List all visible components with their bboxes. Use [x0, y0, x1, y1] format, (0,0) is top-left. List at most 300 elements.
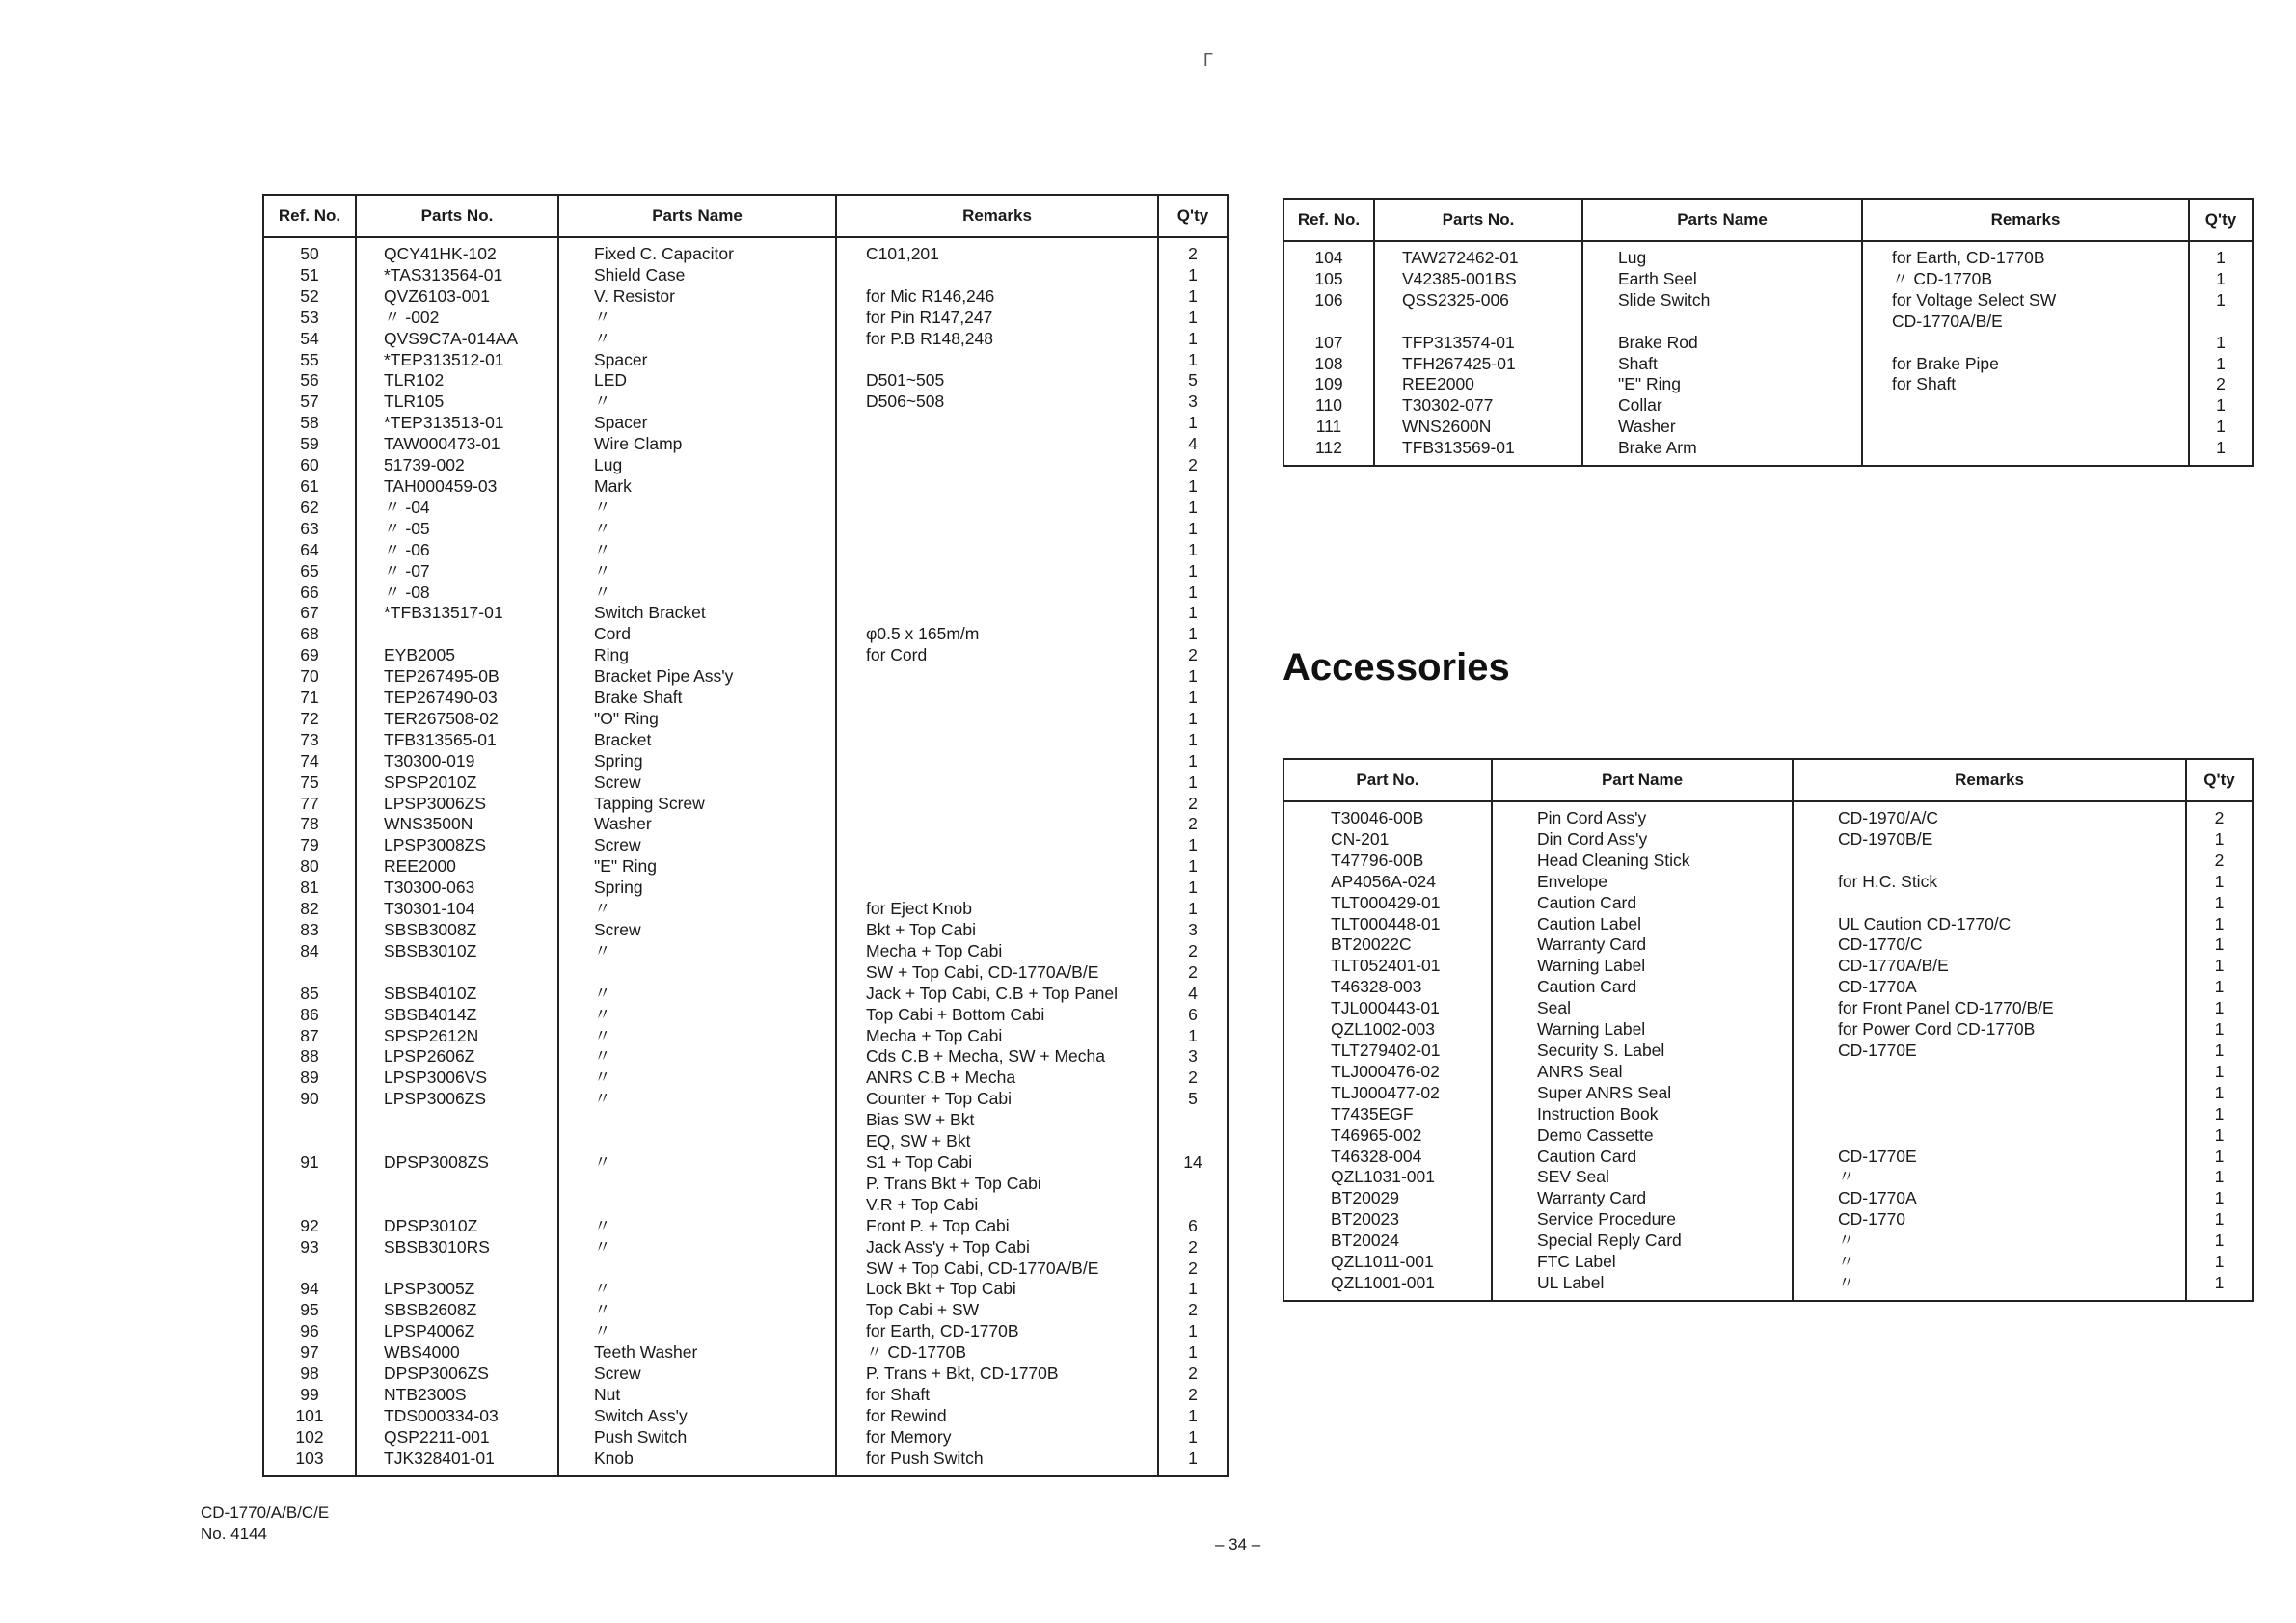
cell-parts-no: 〃 -05: [356, 519, 558, 540]
cell-remarks: [1793, 893, 2186, 914]
cell-parts-name: Spring: [558, 878, 836, 899]
cell-parts-name: 〃: [558, 561, 836, 582]
cell-qty: 1: [1158, 1321, 1228, 1342]
table-row: [263, 329, 1228, 350]
cell-parts-no: [356, 1174, 558, 1195]
cell-remarks: [836, 794, 1158, 815]
cell-parts-name: 〃: [558, 1300, 836, 1321]
header-ref-no: Ref. No.: [1283, 199, 1374, 241]
cell-qty: 2: [2186, 801, 2253, 829]
cell-parts-no: 51739-002: [356, 455, 558, 476]
table-header-row: [263, 195, 1228, 237]
cell-ref-no: 62: [263, 498, 356, 519]
table-row: [1283, 311, 2253, 333]
cell-part-no: BT20022C: [1283, 934, 1492, 956]
cell-remarks: Counter + Top Cabi: [836, 1089, 1158, 1110]
cell-parts-name: "E" Ring: [1582, 374, 1862, 395]
cell-part-name: Caution Card: [1492, 1147, 1793, 1168]
cell-remarks: CD-1770/C: [1793, 934, 2186, 956]
cell-qty: [1158, 1195, 1228, 1216]
cell-parts-name: Screw: [558, 1364, 836, 1385]
table-row: [263, 1216, 1228, 1237]
table-row: [263, 370, 1228, 392]
cell-ref-no: 84: [263, 941, 356, 962]
cell-remarks: for Cord: [836, 645, 1158, 666]
cell-ref-no: [263, 1131, 356, 1152]
cell-remarks: 〃: [1793, 1273, 2186, 1301]
cell-ref-no: 70: [263, 666, 356, 688]
table-row: [1283, 1147, 2253, 1168]
cell-remarks: Mecha + Top Cabi: [836, 1026, 1158, 1047]
cell-parts-no: SBSB2608Z: [356, 1300, 558, 1321]
cell-parts-no: DPSP3008ZS: [356, 1152, 558, 1174]
cell-part-no: TJL000443-01: [1283, 998, 1492, 1019]
cell-part-no: BT20024: [1283, 1231, 1492, 1252]
cell-part-no: TLT052401-01: [1283, 956, 1492, 977]
cell-qty: 6: [1158, 1005, 1228, 1026]
cell-qty: 1: [1158, 476, 1228, 498]
cell-remarks: Top Cabi + Bottom Cabi: [836, 1005, 1158, 1026]
cell-qty: 2: [1158, 1385, 1228, 1406]
cell-ref-no: [263, 1110, 356, 1131]
cell-remarks: for Brake Pipe: [1862, 354, 2189, 375]
cell-qty: 1: [2186, 1147, 2253, 1168]
cell-remarks: Cds C.B + Mecha, SW + Mecha: [836, 1046, 1158, 1068]
cell-qty: 1: [1158, 1406, 1228, 1427]
table-row: [263, 688, 1228, 709]
table-row: [263, 899, 1228, 920]
table-row: [263, 434, 1228, 455]
cell-ref-no: 58: [263, 413, 356, 434]
cell-remarks: 〃: [1793, 1252, 2186, 1273]
cell-qty: 2: [1158, 455, 1228, 476]
cell-ref-no: 72: [263, 709, 356, 730]
cell-remarks: S1 + Top Cabi: [836, 1152, 1158, 1174]
table-row: [1283, 1231, 2253, 1252]
cell-qty: 1: [2186, 872, 2253, 893]
table-row: [1283, 1273, 2253, 1301]
cell-qty: 1: [1158, 1427, 1228, 1448]
table-row: [263, 1068, 1228, 1089]
cell-parts-no: TFH267425-01: [1374, 354, 1582, 375]
table-header-row: [1283, 199, 2253, 241]
cell-qty: 5: [1158, 370, 1228, 392]
cell-parts-name: 〃: [558, 329, 836, 350]
cell-remarks: for Shaft: [836, 1385, 1158, 1406]
table-row: [263, 1385, 1228, 1406]
cell-parts-no: 〃 -04: [356, 498, 558, 519]
cell-qty: 1: [1158, 413, 1228, 434]
cell-parts-no: LPSP2606Z: [356, 1046, 558, 1068]
table-row: [263, 498, 1228, 519]
cell-parts-name: Switch Bracket: [558, 603, 836, 624]
cell-qty: 1: [2186, 1167, 2253, 1188]
cell-ref-no: 97: [263, 1342, 356, 1364]
table-row: [1283, 1188, 2253, 1209]
cell-parts-no: 〃 -002: [356, 308, 558, 329]
cell-parts-name: Ring: [558, 645, 836, 666]
cell-remarks: D506~508: [836, 392, 1158, 413]
table-row: [1283, 1062, 2253, 1083]
cell-parts-no: 〃 -06: [356, 540, 558, 561]
cell-parts-name: Mark: [558, 476, 836, 498]
cell-parts-no: LPSP3006VS: [356, 1068, 558, 1089]
cell-parts-no: [356, 1131, 558, 1152]
cell-parts-name: 〃: [558, 1005, 836, 1026]
cell-parts-name: Spacer: [558, 350, 836, 371]
cell-remarks: [1793, 1062, 2186, 1083]
cell-qty: 1: [2186, 893, 2253, 914]
cell-remarks: [1793, 1104, 2186, 1125]
cell-parts-name: Lug: [558, 455, 836, 476]
cell-remarks: [836, 878, 1158, 899]
cell-ref-no: 54: [263, 329, 356, 350]
cell-parts-name: 〃: [558, 1046, 836, 1068]
table-row: [263, 308, 1228, 329]
table-row: [263, 984, 1228, 1005]
cell-qty: 1: [2186, 1273, 2253, 1301]
cell-qty: 2: [1158, 1237, 1228, 1258]
cell-part-name: Envelope: [1492, 872, 1793, 893]
cell-part-no: QZL1031-001: [1283, 1167, 1492, 1188]
cell-ref-no: 95: [263, 1300, 356, 1321]
cell-part-name: Special Reply Card: [1492, 1231, 1793, 1252]
cell-remarks: for H.C. Stick: [1793, 872, 2186, 893]
cell-remarks: CD-1770A: [1793, 977, 2186, 998]
cell-qty: 3: [1158, 1046, 1228, 1068]
table-row: [1283, 1209, 2253, 1231]
cell-ref-no: 68: [263, 624, 356, 645]
cell-qty: 4: [1158, 434, 1228, 455]
cell-parts-name: 〃: [558, 582, 836, 604]
cell-remarks: UL Caution CD-1770/C: [1793, 914, 2186, 935]
cell-parts-no: QVZ6103-001: [356, 286, 558, 308]
cell-parts-no: [356, 1195, 558, 1216]
cell-part-name: Seal: [1492, 998, 1793, 1019]
header-parts-name: Parts Name: [558, 195, 836, 237]
cell-parts-name: V. Resistor: [558, 286, 836, 308]
cell-ref-no: 104: [1283, 241, 1374, 269]
cell-part-no: T46328-003: [1283, 977, 1492, 998]
cell-part-name: Caution Label: [1492, 914, 1793, 935]
cell-qty: 1: [1158, 286, 1228, 308]
header-remarks: Remarks: [1862, 199, 2189, 241]
cell-remarks: 〃: [1793, 1231, 2186, 1252]
table-row: [1283, 269, 2253, 290]
cell-parts-name: [558, 1110, 836, 1131]
cell-part-name: Head Cleaning Stick: [1492, 851, 1793, 872]
cell-part-name: Warranty Card: [1492, 934, 1793, 956]
table-row: [263, 1089, 1228, 1110]
cell-parts-no: SPSP2010Z: [356, 772, 558, 794]
cell-qty: 1: [1158, 772, 1228, 794]
table-row: [263, 772, 1228, 794]
cell-ref-no: 79: [263, 835, 356, 856]
cell-remarks: Bkt + Top Cabi: [836, 920, 1158, 941]
cell-parts-no: LPSP3008ZS: [356, 835, 558, 856]
cell-qty: 1: [1158, 603, 1228, 624]
cell-qty: 2: [1158, 794, 1228, 815]
cell-remarks: for Rewind: [836, 1406, 1158, 1427]
cell-parts-no: TEP267495-0B: [356, 666, 558, 688]
cell-qty: 1: [1158, 498, 1228, 519]
table-row: [1283, 438, 2253, 466]
cell-ref-no: 52: [263, 286, 356, 308]
cell-parts-no: DPSP3006ZS: [356, 1364, 558, 1385]
table-row: [1283, 872, 2253, 893]
table-row: [263, 1342, 1228, 1364]
cell-ref-no: 101: [263, 1406, 356, 1427]
cell-remarks: for Voltage Select SW: [1862, 290, 2189, 311]
cell-parts-no: TAW000473-01: [356, 434, 558, 455]
cell-remarks: Bias SW + Bkt: [836, 1110, 1158, 1131]
cell-ref-no: 67: [263, 603, 356, 624]
cell-ref-no: 112: [1283, 438, 1374, 466]
cell-qty: 1: [2186, 1252, 2253, 1273]
cell-parts-no: WNS2600N: [1374, 417, 1582, 438]
cell-remarks: for Eject Knob: [836, 899, 1158, 920]
cell-qty: 1: [2189, 354, 2253, 375]
cell-remarks: for Mic R146,246: [836, 286, 1158, 308]
table-row: [1283, 956, 2253, 977]
cell-part-no: T7435EGF: [1283, 1104, 1492, 1125]
cell-qty: 1: [1158, 1342, 1228, 1364]
cell-ref-no: 71: [263, 688, 356, 709]
table-row: [263, 392, 1228, 413]
header-qty: Q'ty: [1158, 195, 1228, 237]
cell-ref-no: 88: [263, 1046, 356, 1068]
cell-parts-no: [356, 1258, 558, 1280]
cell-qty: 1: [2189, 290, 2253, 311]
registration-mark: Г: [1203, 50, 1213, 69]
cell-ref-no: 94: [263, 1279, 356, 1300]
cell-qty: 1: [1158, 856, 1228, 878]
cell-part-no: T46965-002: [1283, 1125, 1492, 1147]
cell-parts-no: EYB2005: [356, 645, 558, 666]
cell-part-name: Super ANRS Seal: [1492, 1083, 1793, 1104]
cell-qty: 1: [1158, 350, 1228, 371]
table-row: [1283, 1252, 2253, 1273]
table-row: [263, 519, 1228, 540]
cell-remarks: CD-1770A: [1793, 1188, 2186, 1209]
header-parts-name: Parts Name: [1582, 199, 1862, 241]
cell-remarks: [836, 498, 1158, 519]
cell-ref-no: 110: [1283, 395, 1374, 417]
cell-ref-no: 63: [263, 519, 356, 540]
cell-remarks: ANRS C.B + Mecha: [836, 1068, 1158, 1089]
cell-parts-name: Lug: [1582, 241, 1862, 269]
cell-qty: 1: [1158, 329, 1228, 350]
table-row: [1283, 374, 2253, 395]
cell-remarks: for Power Cord CD-1770B: [1793, 1019, 2186, 1041]
cell-remarks: CD-1770A/B/E: [1862, 311, 2189, 333]
cell-remarks: [836, 688, 1158, 709]
table-row: [263, 1237, 1228, 1258]
cell-qty: 1: [2189, 333, 2253, 354]
cell-remarks: Front P. + Top Cabi: [836, 1216, 1158, 1237]
cell-parts-no: LPSP3005Z: [356, 1279, 558, 1300]
cell-parts-no: DPSP3010Z: [356, 1216, 558, 1237]
cell-parts-name: Screw: [558, 835, 836, 856]
cell-part-no: TLT000448-01: [1283, 914, 1492, 935]
cell-ref-no: [263, 962, 356, 984]
cell-qty: 1: [1158, 1448, 1228, 1476]
cell-qty: 1: [1158, 582, 1228, 604]
cell-ref-no: 82: [263, 899, 356, 920]
cell-ref-no: 56: [263, 370, 356, 392]
cell-parts-name: Bracket: [558, 730, 836, 751]
cell-parts-name: 〃: [558, 1026, 836, 1047]
cell-parts-no: TEP267490-03: [356, 688, 558, 709]
table-row: [263, 751, 1228, 772]
cell-parts-name: Bracket Pipe Ass'y: [558, 666, 836, 688]
table-row: [1283, 333, 2253, 354]
table-row: [263, 1364, 1228, 1385]
cell-parts-name: Brake Shaft: [558, 688, 836, 709]
table-row: [1283, 851, 2253, 872]
cell-parts-name: LED: [558, 370, 836, 392]
cell-remarks: [1862, 395, 2189, 417]
cell-qty: 1: [2189, 417, 2253, 438]
cell-remarks: C101,201: [836, 237, 1158, 265]
cell-ref-no: 50: [263, 237, 356, 265]
cell-parts-no: REE2000: [1374, 374, 1582, 395]
table-row: [263, 1300, 1228, 1321]
cell-parts-no: 〃 -08: [356, 582, 558, 604]
cell-parts-name: 〃: [558, 540, 836, 561]
cell-remarks: [836, 519, 1158, 540]
cell-parts-no: SBSB4014Z: [356, 1005, 558, 1026]
table-row: [263, 1005, 1228, 1026]
cell-remarks: [836, 265, 1158, 286]
cell-parts-name: Push Switch: [558, 1427, 836, 1448]
cell-remarks: [836, 603, 1158, 624]
cell-parts-name: Earth Seel: [1582, 269, 1862, 290]
cell-part-no: TLT000429-01: [1283, 893, 1492, 914]
cell-parts-no: *TEP313512-01: [356, 350, 558, 371]
table-row: [1283, 1125, 2253, 1147]
cell-parts-no: V42385-001BS: [1374, 269, 1582, 290]
table-row: [263, 941, 1228, 962]
cell-qty: 1: [2186, 1104, 2253, 1125]
cell-qty: 4: [1158, 984, 1228, 1005]
cell-ref-no: 103: [263, 1448, 356, 1476]
table-row: [263, 1279, 1228, 1300]
cell-remarks: [836, 561, 1158, 582]
cell-remarks: [836, 582, 1158, 604]
cell-parts-no: [1374, 311, 1582, 333]
cell-parts-name: "O" Ring: [558, 709, 836, 730]
cell-parts-no: SPSP2612N: [356, 1026, 558, 1047]
cell-remarks: [836, 751, 1158, 772]
cell-parts-no: QSS2325-006: [1374, 290, 1582, 311]
cell-qty: 2: [2189, 374, 2253, 395]
cell-parts-name: 〃: [558, 1237, 836, 1258]
cell-parts-no: 〃 -07: [356, 561, 558, 582]
cell-qty: 1: [2186, 1062, 2253, 1083]
cell-qty: 1: [1158, 1026, 1228, 1047]
cell-part-name: Warning Label: [1492, 956, 1793, 977]
cell-ref-no: 102: [263, 1427, 356, 1448]
header-remarks: Remarks: [836, 195, 1158, 237]
cell-part-no: QZL1011-001: [1283, 1252, 1492, 1273]
cell-parts-name: Screw: [558, 772, 836, 794]
cell-parts-no: *TAS313564-01: [356, 265, 558, 286]
cell-remarks: Jack Ass'y + Top Cabi: [836, 1237, 1158, 1258]
cell-ref-no: 89: [263, 1068, 356, 1089]
cell-part-no: TLT279402-01: [1283, 1041, 1492, 1062]
cell-parts-name: Spring: [558, 751, 836, 772]
cell-parts-no: T30301-104: [356, 899, 558, 920]
cell-qty: 3: [1158, 920, 1228, 941]
cell-qty: 1: [2186, 956, 2253, 977]
header-qty: Q'ty: [2186, 759, 2253, 801]
cell-remarks: for Pin R147,247: [836, 308, 1158, 329]
cell-parts-name: "E" Ring: [558, 856, 836, 878]
cell-parts-name: 〃: [558, 519, 836, 540]
cell-ref-no: 74: [263, 751, 356, 772]
table-row: [1283, 893, 2253, 914]
table-row: [1283, 395, 2253, 417]
cell-ref-no: 106: [1283, 290, 1374, 311]
cell-qty: [2189, 311, 2253, 333]
cell-qty: 1: [2186, 1041, 2253, 1062]
cell-ref-no: 87: [263, 1026, 356, 1047]
table-row: [1283, 998, 2253, 1019]
cell-parts-no: TDS000334-03: [356, 1406, 558, 1427]
table-row: [1283, 417, 2253, 438]
cell-parts-no: SBSB3010Z: [356, 941, 558, 962]
cell-part-name: UL Label: [1492, 1273, 1793, 1301]
table-row: [263, 709, 1228, 730]
cell-remarks: for P.B R148,248: [836, 329, 1158, 350]
cell-remarks: CD-1770E: [1793, 1147, 2186, 1168]
cell-part-no: T47796-00B: [1283, 851, 1492, 872]
table-row: [1283, 1167, 2253, 1188]
cell-qty: 2: [1158, 1364, 1228, 1385]
cell-remarks: 〃 CD-1770B: [836, 1342, 1158, 1364]
cell-part-name: Service Procedure: [1492, 1209, 1793, 1231]
cell-parts-name: Brake Arm: [1582, 438, 1862, 466]
cell-parts-name: [558, 1195, 836, 1216]
cell-parts-name: Teeth Washer: [558, 1342, 836, 1364]
table-row: [263, 878, 1228, 899]
model-number: CD-1770/A/B/C/E: [201, 1503, 330, 1522]
cell-parts-name: Spacer: [558, 413, 836, 434]
cell-parts-no: [356, 624, 558, 645]
table-row: [263, 1258, 1228, 1280]
cell-ref-no: 65: [263, 561, 356, 582]
cell-qty: 1: [2189, 241, 2253, 269]
cell-qty: 2: [1158, 962, 1228, 984]
cell-parts-name: [558, 1131, 836, 1152]
cell-parts-no: [356, 1110, 558, 1131]
cell-parts-name: 〃: [558, 1068, 836, 1089]
cell-remarks: [1793, 1083, 2186, 1104]
cell-parts-name: 〃: [558, 1279, 836, 1300]
table-row: [1283, 290, 2253, 311]
cell-ref-no: 90: [263, 1089, 356, 1110]
cell-parts-name: 〃: [558, 392, 836, 413]
document-number: No. 4144: [201, 1525, 267, 1543]
cell-remarks: [836, 835, 1158, 856]
cell-parts-name: Washer: [1582, 417, 1862, 438]
cell-parts-no: TLR105: [356, 392, 558, 413]
cell-parts-name: 〃: [558, 1216, 836, 1237]
cell-parts-no: SBSB4010Z: [356, 984, 558, 1005]
cell-parts-name: Wire Clamp: [558, 434, 836, 455]
cell-part-no: QZL1001-001: [1283, 1273, 1492, 1301]
